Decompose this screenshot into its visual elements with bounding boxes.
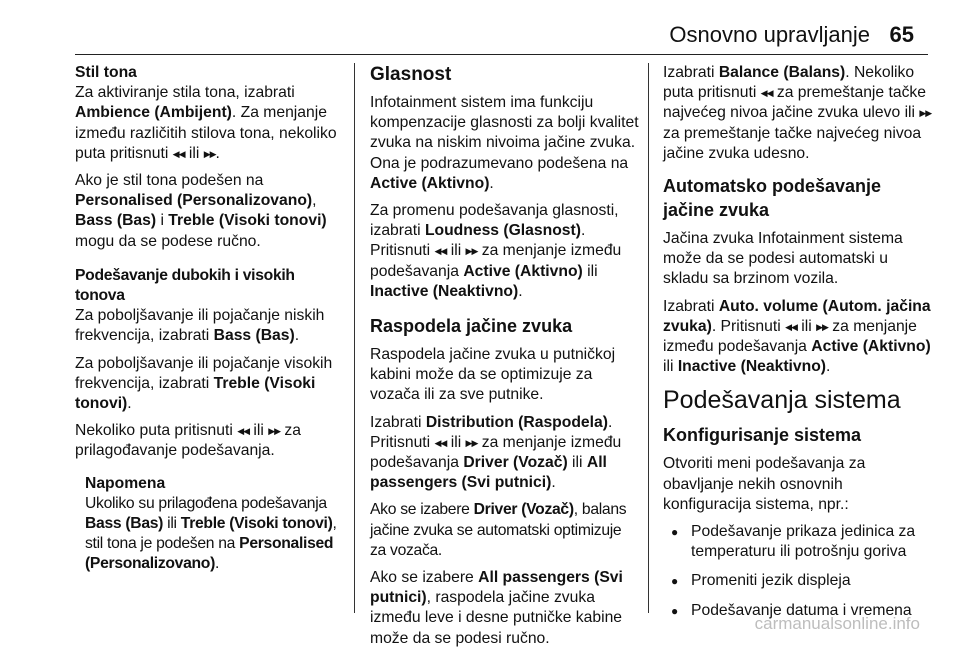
rewind-icon: ◀◀ [760, 88, 773, 99]
heading-tone-style: Stil tona [75, 64, 137, 81]
para-adjust: Nekoliko puta pritisnuti ◀◀ ili ▶▶ za prilagođavanje podešavanja. [75, 422, 301, 460]
para-balance: Izabrati Balance (Balans). Nekoliko puta pritisnuti ◀◀ za premeštanje tačke najvećeg nivoa jačine zvuka ulevo ili ▶▶ za premeštanje tačke najvećeg nivoa jačine zvuka udesno. [663, 64, 932, 162]
column-left [75, 63, 348, 582]
list-item: ● Podešavanje prikaza jedinica za temperaturu ili potrošnju goriva [663, 522, 933, 562]
rewind-icon: ◀◀ [434, 246, 447, 257]
para-auto-volume-intro: Jačina zvuka Infotainment sistema može da se podesi automatski u skladu sa brzinom vozila. [663, 230, 903, 288]
para-distribution-intro: Raspodela jačine zvuka u putničkoj kabini može da se optimizuje za vozača ili za sve putnike. [370, 346, 616, 404]
column-right [663, 63, 933, 630]
rewind-icon: ◀◀ [434, 437, 447, 448]
rewind-icon: ◀◀ [785, 321, 797, 332]
heading-loudness: Glasnost [370, 64, 452, 85]
heading-auto-volume: Automatsko podešavanje jačine zvuka [663, 176, 882, 221]
fast-forward-icon: ▶▶ [919, 108, 932, 119]
para-distribution-select: Izabrati Distribution (Raspodela). Pritisnuti ◀◀ ili ▶▶ za menjanje između podešavanja Driver (Vozač) ili All passengers (Svi putnici). [370, 413, 622, 492]
watermark: carmanualsonline.info [754, 614, 920, 633]
list-item: ● Podešavanje datuma i vremena [663, 601, 933, 621]
heading-distribution: Raspodela jačine zvuka [370, 316, 573, 337]
para-bass: Za poboljšavanje ili pojačanje niskih frekvencija, izabrati Bass (Bas). [75, 307, 325, 345]
rewind-icon: ◀◀ [237, 426, 250, 437]
page-number: 65 [889, 22, 914, 47]
heading-system-config: Konfigurisanje sistema [663, 425, 862, 446]
page-header-title: Osnovno upravljanje [669, 22, 870, 47]
para-system-config: Otvoriti meni podešavanja za obavljanje nekih osnovnih konfiguracija sistema, npr.: [663, 455, 866, 513]
para-personalised: Ako je stil tona podešen na Personalised (Personalizovano), Bass (Bas) i Treble (Visoki tonovi) mogu da se podese ručno. [75, 172, 327, 250]
settings-list [663, 522, 933, 621]
fast-forward-icon: ▶▶ [268, 426, 281, 437]
para-all-passengers: Ako se izabere All passengers (Svi putnici), raspodela jačine zvuka između leve i desne putničke kabine može da se podesi ručno. [370, 569, 623, 647]
para-driver: Ako se izabere Driver (Vozač), balans jačine zvuka se automatski optimizuje za vozača. [370, 501, 627, 559]
note-text: Ukoliko su prilagođena podešavanja Bass (Bas) ili Treble (Visoki tonovi), stil tona je podešen na Personalised (Personalizovano). [85, 494, 337, 573]
note-box [85, 474, 348, 575]
list-item: ● Promeniti jezik displeja [663, 571, 933, 591]
para-loudness-intro: Infotainment sistem ima funkciju kompenzacije glasnosti za bolji kvalitet zvuka na niskim nivoima jačine zvuka. Ona je podrazumevano podešena na Active (Aktivno). [370, 94, 639, 192]
fast-forward-icon: ▶▶ [465, 437, 478, 448]
para-auto-volume-select: Izabrati Auto. volume (Autom. jačina zvuka). Pritisnuti ◀◀ ili ▶▶ za menjanje između podešavanja Active (Aktivno) ili Inactive (Neaktivno). [663, 297, 931, 376]
note-title: Napomena [85, 474, 166, 492]
para-treble: Za poboljšavanje ili pojačanje visokih frekvencija, izabrati Treble (Visoki tonovi). [75, 354, 333, 413]
fast-forward-icon: ▶▶ [203, 148, 216, 159]
heading-bass-treble: Podešavanje dubokih i visokih tonova [75, 266, 295, 305]
header-rule [75, 54, 928, 55]
rewind-icon: ◀◀ [172, 148, 185, 159]
fast-forward-icon: ▶▶ [816, 321, 828, 332]
heading-system-settings: Podešavanja sistema [663, 386, 901, 415]
column-divider-2 [648, 63, 649, 613]
column-divider-1 [354, 63, 355, 613]
para-loudness-change: Za promenu podešavanja glasnosti, izabrati Loudness (Glasnost). Pritisnuti ◀◀ ili ▶▶ za menjanje između podešavanja Active (Aktivno) ili Inactive (Neaktivno). [370, 202, 622, 300]
fast-forward-icon: ▶▶ [465, 246, 478, 257]
para-tone-style: Za aktiviranje stila tona, izabrati Ambience (Ambijent). Za menjanje između različitih stilova tona, nekoliko puta pritisnuti ◀◀ ili ▶▶. [75, 84, 337, 162]
column-middle [370, 63, 640, 656]
